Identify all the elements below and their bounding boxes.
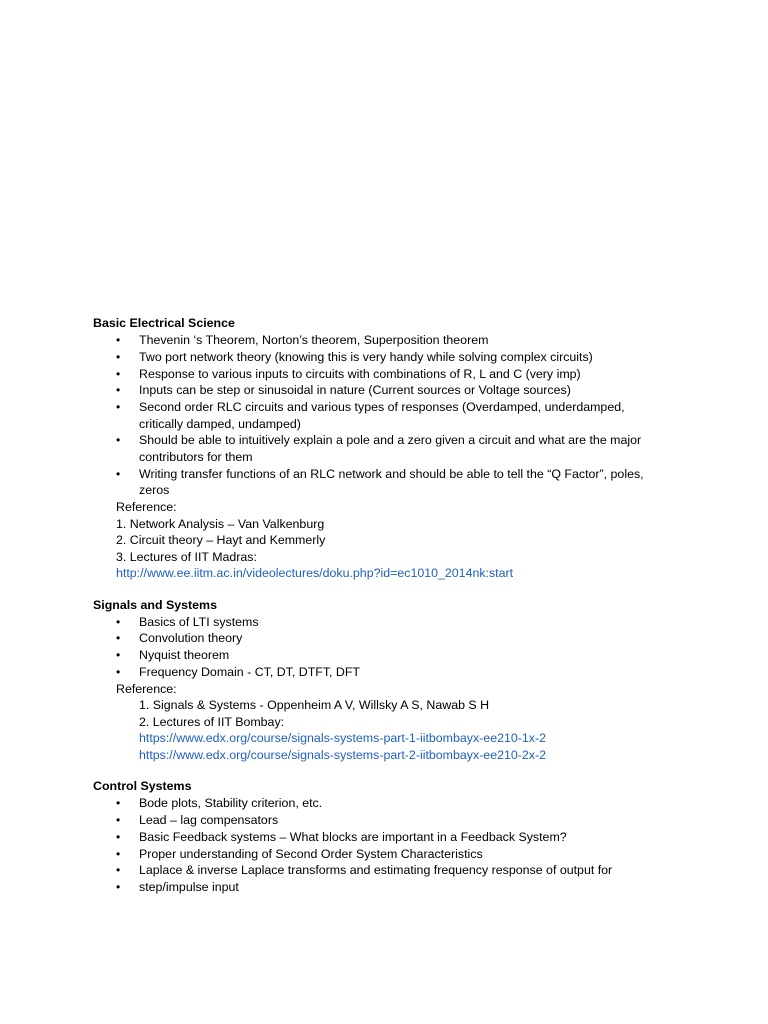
list-item: • Inputs can be step or sinusoidal in nature (Current sources or Voltage sources) (116, 383, 571, 398)
list-item: • Lead – lag compensators (116, 813, 279, 828)
bullet-icon: • (116, 880, 121, 895)
list-item: • Basic Feedback systems – What blocks are important in a Feedback System? (116, 829, 567, 844)
reference-item: 2. Circuit theory – Hayt and Kemmerly (116, 533, 326, 548)
list-item: • Two port network theory (knowing this is very handy while solving complex circuits) (116, 349, 593, 364)
bullet-icon: • (116, 796, 121, 811)
document-page (93, 315, 653, 911)
list-item: • Response to various inputs to circuits with combinations of R, L and C (very imp) (116, 366, 581, 381)
section-heading: Control Systems (93, 779, 192, 794)
reference-label: Reference: (116, 500, 177, 515)
bullet-icon: • (116, 813, 121, 828)
topic-list (93, 614, 653, 681)
section-signals-and-systems (93, 597, 653, 764)
bullet-icon: • (116, 433, 121, 448)
reference-block (93, 681, 653, 698)
bullet-icon: • (116, 664, 121, 679)
reference-link[interactable]: https://www.edx.org/course/signals-systems-part-1-iitbombayx-ee210-1x-2 (139, 731, 546, 746)
reference-link[interactable]: http://www.ee.iitm.ac.in/videolectures/doku.php?id=ec1010_2014nk:start (116, 566, 514, 581)
list-item: • Proper understanding of Second Order System Characteristics (116, 846, 483, 861)
topic-list (93, 332, 653, 499)
section-basic-electrical-science (93, 315, 653, 582)
list-item: • Bode plots, Stability criterion, etc. (116, 796, 323, 811)
list-item: • Laplace & inverse Laplace transforms and estimating frequency response of output for (116, 863, 613, 878)
list-item: • Basics of LTI systems (116, 614, 259, 629)
section-heading: Basic Electrical Science (93, 316, 235, 330)
bullet-icon: • (116, 333, 121, 347)
reference-item: 1. Network Analysis – Van Valkenburg (116, 516, 325, 531)
reference-item: 1. Signals & Systems - Oppenheim A V, Willsky A S, Nawab S H (139, 698, 490, 713)
bullet-icon: • (116, 383, 121, 398)
reference-item: 3. Lectures of IIT Madras: (116, 549, 257, 564)
topic-list (93, 795, 653, 895)
list-item: • Second order RLC circuits and various types of responses (Overdamped, underdamped, critically damped, undamped) (116, 400, 625, 431)
reference-block (93, 499, 653, 582)
bullet-icon: • (116, 349, 121, 364)
bullet-icon: • (116, 614, 121, 629)
reference-label: Reference: (116, 681, 177, 696)
list-item: • Nyquist theorem (116, 648, 230, 663)
reference-list (93, 697, 653, 763)
bullet-icon: • (116, 400, 121, 415)
bullet-icon: • (116, 863, 121, 878)
list-item: • step/impulse input (116, 880, 239, 895)
list-item: • Should be able to intuitively explain a pole and a zero given a circuit and what are the major contributors for them (116, 433, 642, 464)
bullet-icon: • (116, 466, 121, 481)
bullet-icon: • (116, 631, 121, 646)
section-control-systems (93, 778, 653, 895)
reference-item: 2. Lectures of IIT Bombay: (139, 714, 285, 729)
bullet-icon: • (116, 846, 121, 861)
list-item: • Frequency Domain - CT, DT, DTFT, DFT (116, 664, 360, 679)
reference-link[interactable]: https://www.edx.org/course/signals-systems-part-2-iitbombayx-ee210-2x-2 (139, 747, 546, 762)
section-heading: Signals and Systems (93, 597, 217, 612)
bullet-icon: • (116, 829, 121, 844)
bullet-icon: • (116, 366, 121, 381)
list-item: • Thevenin ‘s Theorem, Norton’s theorem, Superposition theorem (116, 333, 489, 347)
list-item: • Convolution theory (116, 631, 243, 646)
bullet-icon: • (116, 648, 121, 663)
list-item: • Writing transfer functions of an RLC network and should be able to tell the “Q Factor”, poles, zeros (116, 466, 644, 498)
